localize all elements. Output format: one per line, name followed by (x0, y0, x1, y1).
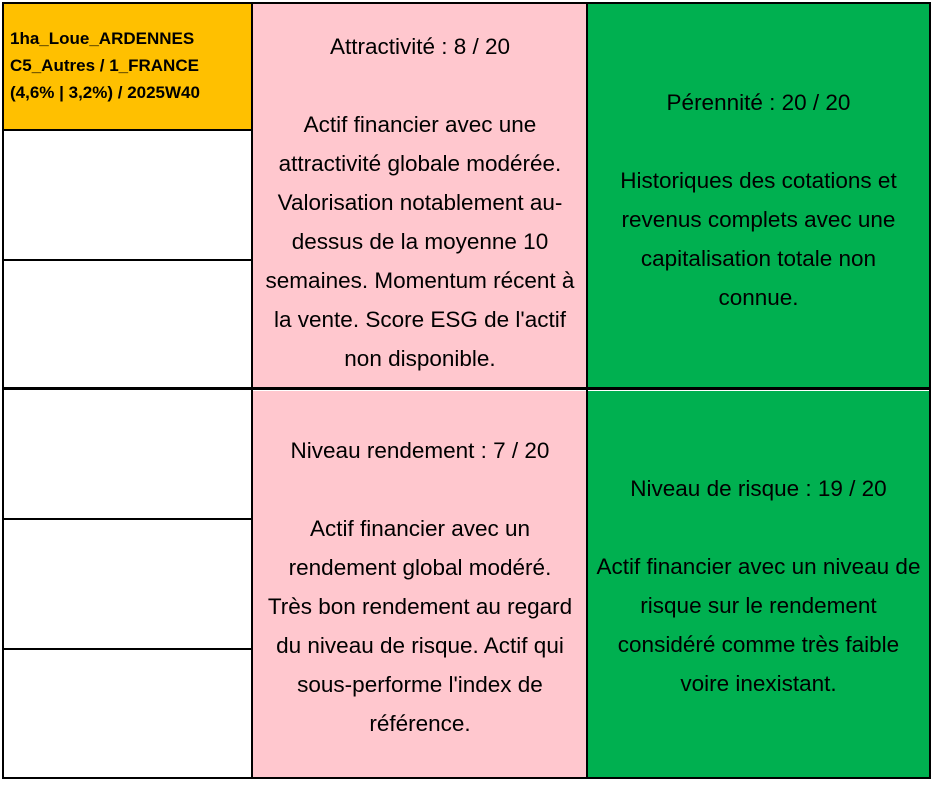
empty-cell-4 (4, 520, 252, 648)
risque-title: Niveau de risque : 19 / 20 (630, 476, 887, 501)
perennite-line: connue. (718, 285, 799, 310)
perennite-line: capitalisation totale non (640, 246, 877, 271)
rendement-line: sous-performe l'index de (297, 672, 543, 697)
perennite-line: revenus complets avec une (621, 207, 896, 232)
risque-line: voire inexistant. (680, 671, 837, 696)
rendement-line: référence. (369, 711, 471, 736)
attractivite-line: la vente. Score ESG de l'actif (274, 307, 566, 332)
perennite-description (620, 161, 896, 317)
grid-line-top (2, 2, 931, 4)
grid-line-bottom (2, 777, 931, 779)
rendement-spacer (417, 470, 423, 509)
risque-line: risque sur le rendement (640, 593, 877, 618)
attractivite-cell (253, 4, 587, 388)
risque-description (597, 547, 921, 703)
grid-line-left-2 (2, 259, 253, 261)
empty-cell-5 (4, 650, 252, 777)
grid-line-left-3 (2, 518, 253, 520)
risque-line: considéré comme très faible (617, 632, 900, 657)
grid-line-col2 (586, 2, 588, 779)
grid-line-right (929, 2, 931, 779)
attractivite-description (266, 105, 575, 378)
perennite-cell (588, 4, 929, 388)
rendement-title: Niveau rendement : 7 / 20 (290, 438, 550, 463)
perennite-spacer (755, 122, 761, 161)
rendement-line: du niveau de risque. Actif qui (276, 633, 564, 658)
perennite-line: Historiques des cotations et (620, 168, 897, 193)
rendement-line: Actif financier avec un (309, 516, 531, 541)
asset-header-cell (4, 4, 252, 130)
risque-line: Actif financier avec un niveau de (596, 554, 921, 579)
asset-category: C5_Autres / 1_FRANCE (10, 56, 199, 75)
attractivite-line: attractivité globale modérée. (278, 151, 562, 176)
grid-line-mid (2, 387, 931, 390)
risque-spacer (755, 508, 761, 547)
empty-cell-1 (4, 131, 252, 259)
grid-line-col1 (251, 2, 253, 779)
attractivite-spacer (417, 66, 423, 105)
rendement-line: Très bon rendement au regard (267, 594, 573, 619)
rendement-cell (253, 391, 587, 777)
empty-cell-3 (4, 391, 252, 518)
asset-header-text (10, 25, 200, 106)
perennite-title: Pérennité : 20 / 20 (666, 90, 851, 115)
grid-line-left (2, 2, 4, 779)
grid-line-left-1 (2, 129, 253, 131)
attractivite-line: semaines. Momentum récent à (265, 268, 575, 293)
asset-name: 1ha_Loue_ARDENNES (10, 29, 195, 48)
attractivite-line: non disponible. (344, 346, 496, 371)
asset-yield-week: (4,6% | 3,2%) / 2025W40 (10, 83, 200, 102)
rendement-description (268, 509, 572, 743)
attractivite-line: Actif financier avec une (303, 112, 537, 137)
rendement-line: rendement global modéré. (288, 555, 552, 580)
grid-line-left-4 (2, 648, 253, 650)
empty-cell-2 (4, 261, 252, 387)
attractivite-line: Valorisation notablement au- (277, 190, 563, 215)
attractivite-line: dessus de la moyenne 10 (291, 229, 549, 254)
risque-cell (588, 391, 929, 777)
attractivite-title: Attractivité : 8 / 20 (329, 34, 511, 59)
